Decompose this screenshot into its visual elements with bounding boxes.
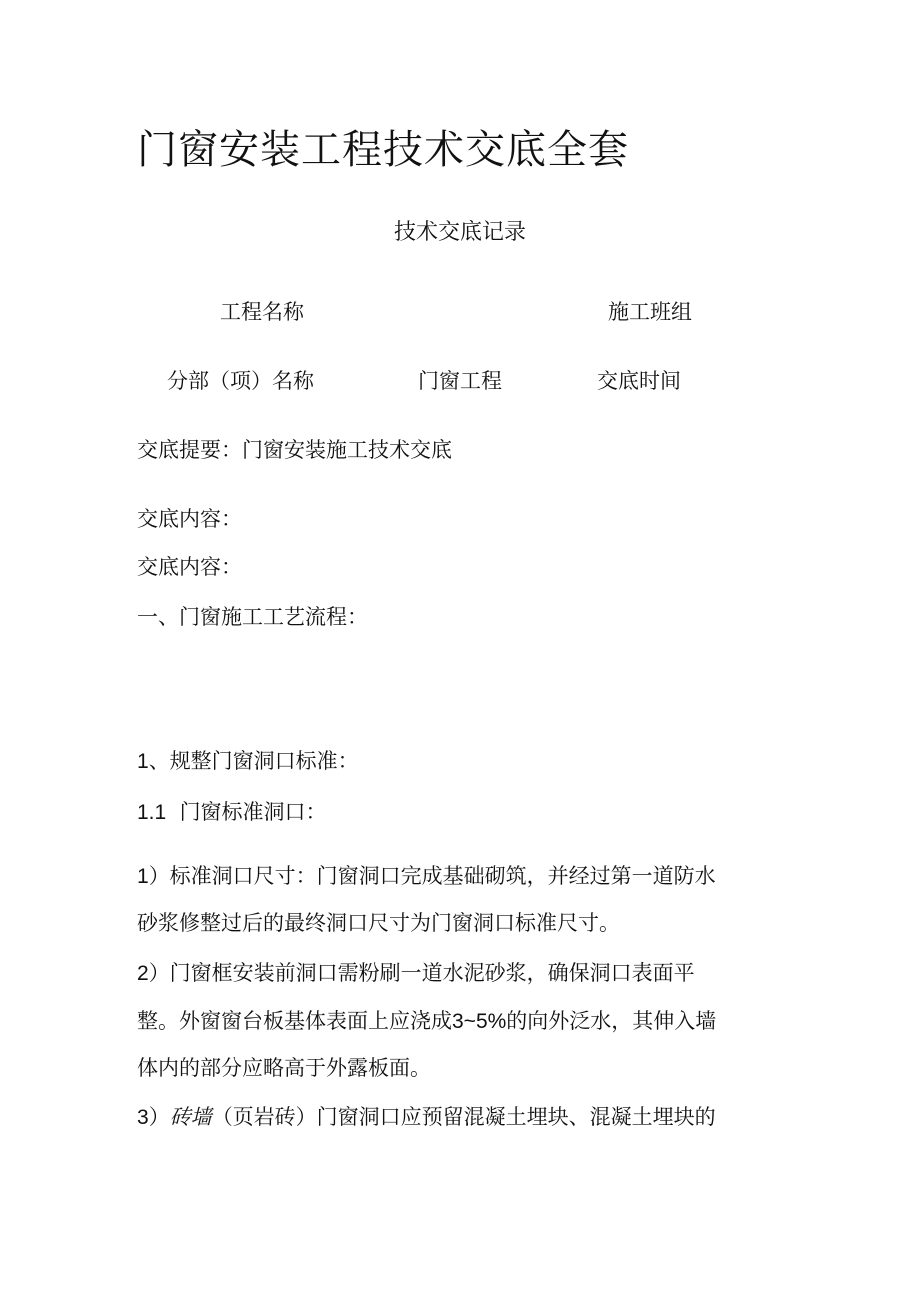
item-number: 1.1 xyxy=(137,801,167,824)
item-text: 门窗标准洞口： xyxy=(179,800,327,824)
paragraph-text: 的向外泛水，其伸入墙 xyxy=(506,1009,717,1033)
paragraph-2-line-2 xyxy=(137,1007,716,1036)
paragraph-number: 1 xyxy=(137,865,149,888)
paragraph-text: ）门窗框安装前洞口需粉刷一道水泥砂浆，确保洞口表面平 xyxy=(148,961,695,985)
paragraph-text: 整。外窗窗台板基体表面上应浇成 xyxy=(137,1009,452,1033)
project-name-label: 工程名称 xyxy=(220,300,304,324)
paragraph-text: （页岩砖）门窗洞口应预留混凝土埋块、混凝土埋块的 xyxy=(211,1105,716,1129)
paragraph-2-line-1 xyxy=(137,959,695,988)
item-heading-1 xyxy=(137,747,359,776)
record-subtitle: 技术交底记录 xyxy=(393,220,526,245)
handover-time-label: 交底时间 xyxy=(597,369,681,393)
handover-content-label-repeat: 交底内容： xyxy=(137,555,242,579)
paragraph-1-line-1 xyxy=(137,862,716,891)
slope-value: 3~5% xyxy=(452,1010,507,1033)
item-heading-1-1 xyxy=(137,798,327,827)
paragraph-number: 3 xyxy=(137,1106,149,1129)
handover-content-label: 交底内容： xyxy=(137,507,242,531)
sub-item-name-value: 门窗工程 xyxy=(418,369,502,393)
paragraph-number: 2 xyxy=(137,962,149,985)
sub-item-name-label: 分部（项）名称 xyxy=(167,369,314,393)
construction-team-label: 施工班组 xyxy=(608,300,692,324)
paragraph-text-italic: 砖墙 xyxy=(169,1105,212,1129)
paragraph-text: ） xyxy=(148,1105,170,1129)
item-text: 、规整门窗洞口标准： xyxy=(148,749,359,773)
paragraph-3-line-1 xyxy=(137,1103,716,1132)
paragraph-1-line-2: 砂浆修整过后的最终洞口尺寸为门窗洞口标准尺寸。 xyxy=(137,911,620,935)
item-number: 1 xyxy=(137,750,149,773)
handover-summary: 交底提要：门窗安装施工技术交底 xyxy=(137,438,452,462)
section-heading-process: 一、门窗施工工艺流程： xyxy=(137,605,368,629)
paragraph-2-line-3: 体内的部分应略高于外露板面。 xyxy=(137,1056,431,1080)
document-title: 门窗安装工程技术交底全套 xyxy=(137,127,629,173)
paragraph-text: ）标准洞口尺寸：门窗洞口完成基础砌筑，并经过第一道防水 xyxy=(148,864,716,888)
